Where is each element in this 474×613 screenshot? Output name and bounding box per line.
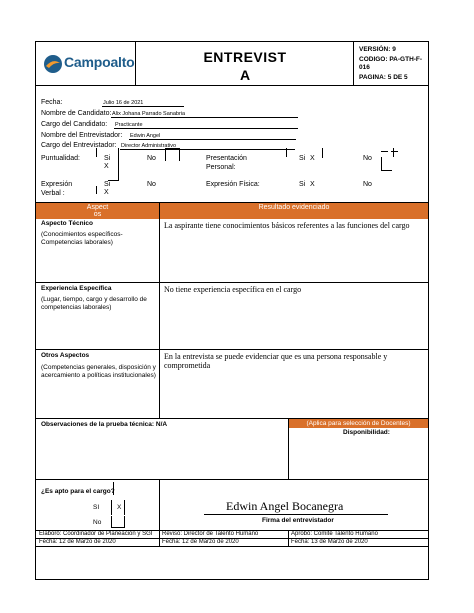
entrevistador-underline	[129, 139, 296, 140]
apto-si: SI	[93, 504, 100, 511]
fecha-underline	[102, 106, 184, 107]
puntualidad-no: No	[147, 155, 156, 162]
cargo-candidato-underline	[114, 128, 298, 129]
row-divider	[36, 282, 428, 283]
page-title-line2: A	[239, 67, 251, 83]
apto-no: No	[93, 519, 102, 526]
row-divider	[36, 349, 428, 350]
presentacion-label: Presentación	[206, 155, 247, 162]
check-line	[381, 157, 382, 170]
presentacion-label-2: Personal:	[206, 164, 236, 171]
aspectos-header-line1: Aspect	[86, 204, 109, 211]
apto-box-line	[111, 527, 124, 528]
logo-cell	[36, 42, 136, 85]
aspectos-header	[36, 203, 159, 219]
footer-reviso-fecha: Fecha: 12 de Marzo de 2020	[162, 539, 239, 545]
row-other-title: Otros Aspectos	[41, 352, 90, 359]
candidato-underline	[111, 117, 298, 118]
resultado-header: Resultado evidenciado	[160, 203, 428, 219]
row-other-result-2: comprometida	[164, 361, 211, 370]
table-column-divider	[159, 203, 160, 419]
expresion-fisica-no: No	[363, 181, 372, 188]
cargo-entrevistador-underline	[120, 149, 295, 150]
apto-question: ¿Es apto para el cargo?	[41, 488, 115, 495]
footer-aprobo-fecha: Fecha: 13 de Marzo de 2020	[291, 539, 368, 545]
candidato-label: Nombre de Candidato:	[41, 110, 112, 117]
aspectos-header-line2: os	[93, 211, 102, 218]
check-line	[166, 148, 179, 149]
fecha-label: Fecha:	[41, 99, 63, 106]
cargo-entrevistador-label: Cargo del Entrevistador:	[41, 142, 117, 149]
row-other-desc-2: acercamiento a políticas institucionales)	[41, 372, 156, 379]
fecha-value: Julio 16 de 2021	[103, 100, 144, 106]
check-line	[322, 148, 323, 158]
apto-box-line	[124, 516, 125, 528]
check-line	[118, 148, 119, 181]
footer-reviso: Revisó: Director de Talento Humano	[162, 531, 259, 537]
check-line	[96, 186, 97, 194]
interview-form	[35, 41, 429, 580]
footer-divider-2	[288, 530, 289, 546]
apto-box-line	[111, 500, 112, 515]
aplica-docentes-header: (Aplica para selección de Docentes)	[289, 419, 428, 428]
logo-text: Campoalto	[64, 54, 135, 70]
campoalto-logo-icon	[43, 54, 63, 74]
signature-name: Edwin Angel Bocanegra	[226, 499, 344, 513]
presentacion-si: Si	[299, 155, 306, 162]
row-technical-desc-2: Competencias laborales)	[41, 239, 113, 246]
title-cell	[136, 42, 354, 85]
meta-cell	[354, 42, 428, 85]
apto-x: X	[117, 504, 122, 511]
observaciones-label: Observaciones de la prueba técnica: N/A	[41, 421, 168, 428]
check-line	[96, 148, 97, 157]
check-line	[393, 148, 394, 157]
presentacion-x: X	[310, 155, 315, 162]
footer-aprobo: Aprobó: Comité Talento Humano	[291, 531, 378, 537]
code-label: CODIGO: PA-GTH-F-016	[359, 56, 423, 71]
check-line	[381, 170, 392, 171]
presentacion-no: No	[363, 155, 372, 162]
check-line	[165, 148, 166, 161]
expresion-fisica-label: Expresión Física:	[206, 181, 260, 188]
form-header	[36, 42, 428, 86]
check-line	[286, 148, 287, 157]
page-title: ENTREVIST	[203, 49, 287, 65]
puntualidad-si: Si	[104, 155, 111, 162]
row-experience-result: No tiene experiencia específica en el cargo	[164, 285, 302, 294]
signature-line	[204, 514, 388, 515]
entrevistador-value: Edwin Angel	[130, 133, 161, 139]
candidato-value: Alix Johana Parrado Sanabria	[112, 111, 186, 117]
signature-caption: Firma del entrevistador	[262, 517, 334, 524]
apto-box-line	[124, 500, 125, 515]
expresion-verbal-no: No	[147, 181, 156, 188]
check-line	[179, 148, 180, 161]
row-experience-desc-1: (Lugar, tiempo, cargo y desarrollo de	[41, 296, 147, 303]
footer-bottom-border	[36, 546, 428, 547]
puntualidad-x: X	[104, 163, 109, 170]
page-number: PAGINA: 5 DE 5	[359, 74, 408, 81]
row-technical-desc-1: (Conocimientos específicos-	[41, 231, 123, 238]
cargo-entrevistador-value: Director Administrativo	[121, 143, 177, 149]
expresion-verbal-label-2: Verbal :	[41, 190, 65, 197]
puntualidad-label: Puntualidad:	[41, 155, 80, 162]
row-experience-desc-2: competencias laborales)	[41, 304, 112, 311]
cargo-candidato-value: Practicante	[115, 122, 143, 128]
row-technical-result: La aspirante tiene conocimientos básicos referentes a las funciones del cargo	[164, 221, 410, 230]
expresion-verbal-label: Expresión	[41, 181, 73, 188]
expresion-fisica-x: X	[310, 181, 315, 188]
entrevistador-label: Nombre del Entrevistador:	[41, 132, 123, 139]
footer-divider-1	[159, 530, 160, 546]
mark-dash-1	[381, 151, 388, 152]
row-experience-title: Experiencia Específica	[41, 285, 112, 292]
expresion-fisica-si: Si	[299, 181, 306, 188]
expresion-verbal-x: X	[104, 189, 109, 196]
expresion-verbal-si: Si	[104, 181, 111, 188]
footer-elaboro-fecha: Fecha: 12 de Marzo de 2020	[39, 539, 116, 545]
section-divider	[36, 479, 428, 480]
cargo-candidato-label: Cargo del Candidato:	[41, 121, 108, 128]
version-label: VERSIÓN: 9	[359, 46, 396, 53]
footer-elaboro: Elaboró: Coordinador de Planeación y SGI	[39, 531, 153, 537]
row-other-desc-1: (Competencias generales, disposición y	[41, 364, 156, 371]
row-technical-title: Aspecto Técnico	[41, 220, 94, 227]
disponibilidad-label: Disponibilidad:	[343, 429, 390, 436]
row-other-result-1: En la entrevista se puede evidenciar que es una persona responsable y	[164, 352, 388, 361]
apto-box-line	[113, 482, 114, 495]
